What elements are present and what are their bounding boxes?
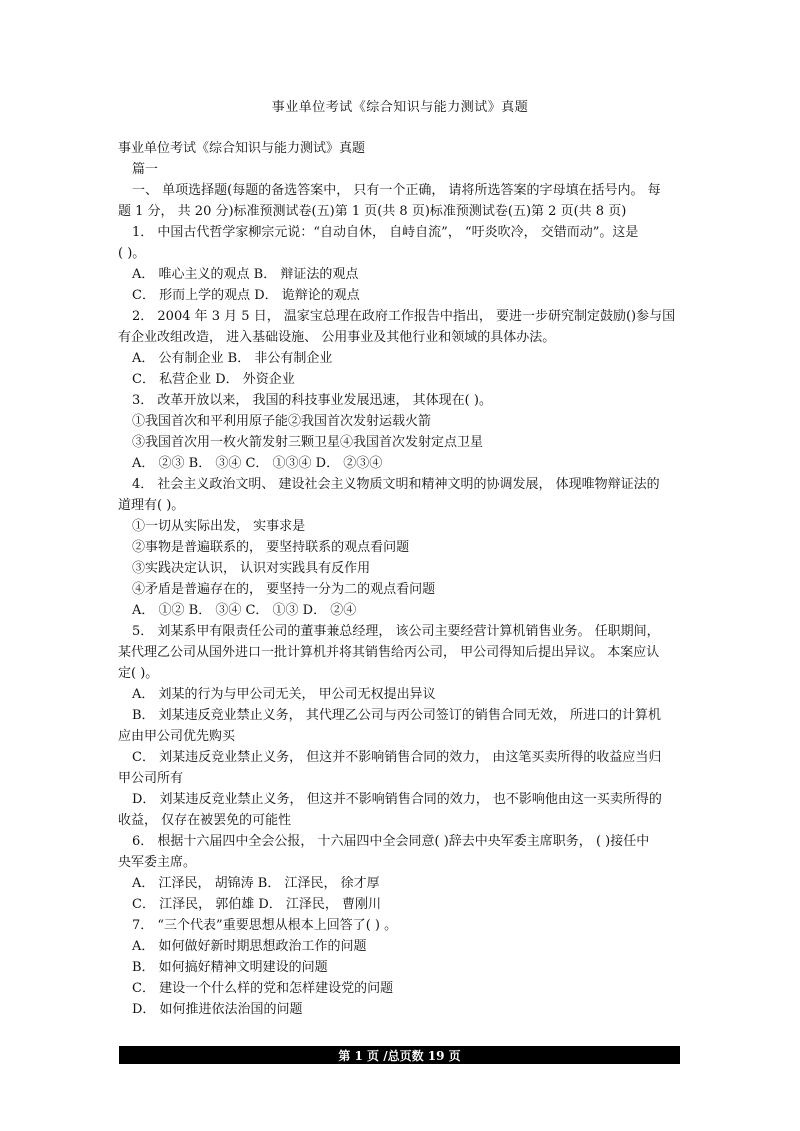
text-line: 一、 单项选择题(每题的备选答案中， 只有一个正确， 请将所选答案的字母填在括号内。 每 [132,183,661,198]
text-line: 2． 2004 年 3 月 5 日， 温家宝总理在政府工作报告中指出， 要进一步研究制定鼓励()参与国 [132,309,676,324]
text-line: A． 如何做好新时期思想政治工作的问题 [132,939,367,954]
text-line: ( )。 [118,246,146,261]
page-footer [119,1046,680,1064]
text-line: ①我国首次和平利用原子能②我国首次发射运载火箭 [132,414,432,429]
text-line: 4． 社会主义政治文明、 建设社会主义物质文明和精神文明的协调发展， 体现唯物辩证法的 [132,477,660,492]
text-line: 7． “三个代表”重要思想从根本上回答了( ) 。 [132,918,398,933]
text-line: D． 如何推进依法治国的问题 [132,1002,303,1017]
text-line: 央军委主席。 [118,855,197,870]
question-lines [118,180,686,1020]
text-line: ④矛盾是普遍存在的， 要坚持一分为二的观点看问题 [132,582,436,597]
text-line: 题 1 分， 共 20 分)标准预测试卷(五)第 1 页(共 8 页)标准预测试卷(五)第 2 页(共 8 页) [118,204,627,219]
text-line: 应由甲公司优先购买 [118,729,236,744]
text-line: A． 刘某的行为与甲公司无关， 甲公司无权提出异议 [132,687,436,702]
doc-heading: 事业单位考试《综合知识与能力测试》真题 [118,141,366,156]
text-line: C． 刘某违反竞业禁止义务， 但这并不影响销售合同的效力， 由这笔买卖所得的收益应当归 [132,750,662,765]
text-line: 3． 改革开放以来， 我国的科技事业发展迅速， 其体现在( )。 [132,393,492,408]
text-line: 6． 根据十六届四中全会公报， 十六届四中全会同意( )辞去中央军委主席职务， ( )接任中 [132,834,650,849]
text-line: ②事物是普遍联系的， 要坚持联系的观点看问题 [132,540,410,555]
text-line: 某代理乙公司从国外进口一批计算机并将其销售给丙公司， 甲公司得知后提出异议。 本案应认 [118,645,660,660]
text-line: A． ①② B． ③④ C． ①③ D． ②④ [132,603,357,618]
text-line: 收益， 仅存在被罢免的可能性 [118,813,292,828]
text-line: C． 私营企业 D． 外资企业 [132,372,295,387]
section-label: 篇一 [132,162,159,177]
text-line: A． ②③ B． ③④ C． ①③④ D． ②③④ [132,456,383,471]
text-line: 有企业改组改造， 进入基础设施、 公用事业及其他行业和领域的具体办法。 [118,330,556,345]
text-line: A． 江泽民， 胡锦涛 B． 江泽民， 徐才厚 [132,876,380,891]
page-number: 第 1 页 /总页数 19 页 [338,1048,461,1063]
text-line: ③我国首次用一枚火箭发射三颗卫星④我国首次发射定点卫星 [132,435,484,450]
text-line: B． 刘某违反竞业禁止义务， 其代理乙公司与丙公司签订的销售合同无效， 所进口的计算机 [132,708,661,723]
text-line: 甲公司所有 [118,771,184,786]
text-line: ①一切从实际出发， 实事求是 [132,519,306,534]
text-line: C． 形而上学的观点 D． 诡辩论的观点 [132,288,360,303]
text-line: 定( )。 [118,666,159,681]
text-line: 道理有( )。 [118,498,185,513]
text-line: B． 如何搞好精神文明建设的问题 [132,960,328,975]
text-line: D． 刘某违反竞业禁止义务， 但这并不影响销售合同的效力， 也不影响他由这一买卖所得的 [132,792,662,807]
text-line: A． 唯心主义的观点 B． 辩证法的观点 [132,267,359,282]
page-title: 事业单位考试《综合知识与能力测试》真题 [271,100,529,115]
text-line: C． 江泽民， 郭伯雄 D． 江泽民， 曹刚川 [132,897,382,912]
text-line: 5． 刘某系甲有限责任公司的董事兼总经理， 该公司主要经营计算机销售业务。 任职期间， [132,624,660,639]
text-line: C． 建设一个什么样的党和怎样建设党的问题 [132,981,394,996]
document-body [118,138,686,1020]
text-line: 1． 中国古代哲学家柳宗元说：“自动自休， 自峙自流”， “吁炎吹冷， 交错而动”。这是 [132,225,639,240]
text-line: A． 公有制企业 B． 非公有制企业 [132,351,333,366]
text-line: ③实践决定认识， 认识对实践具有反作用 [132,561,371,576]
